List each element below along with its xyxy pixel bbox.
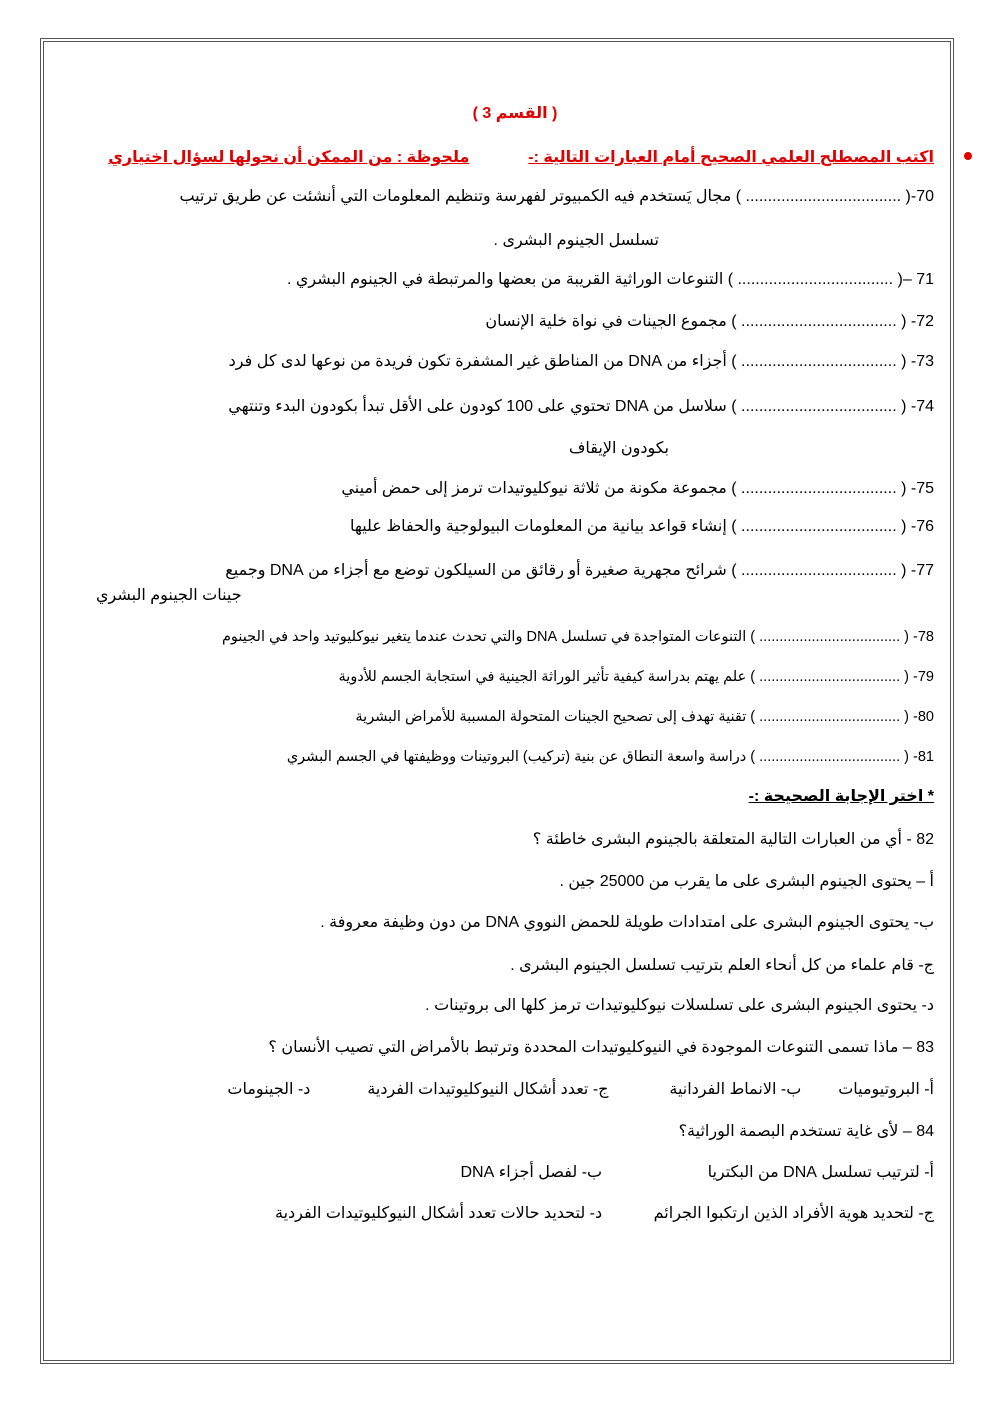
item-73 xyxy=(96,352,934,372)
item-number: 73- ( xyxy=(901,353,934,370)
q84-row-1 xyxy=(96,1163,934,1183)
item-number: 81- ( xyxy=(904,749,934,765)
q84-row-2 xyxy=(96,1204,934,1224)
instruction-main: اكتب المصطلح العلمي الصحيح أمام العبارات التالية :- xyxy=(528,149,934,166)
q82-option-c[interactable]: ج- قام علماء من كل أنحاء العلم بترتيب تسلسل الجينوم البشرى . xyxy=(510,957,934,974)
item-number: 72- ( xyxy=(901,313,934,330)
item-number: 78- ( xyxy=(904,629,934,645)
instruction-line xyxy=(96,148,934,168)
answer-blank[interactable]: ................................... xyxy=(759,749,901,765)
q83-option-d[interactable]: د- الجينومات xyxy=(227,1081,311,1098)
item-text: ) التنوعات المتواجدة في تسلسل DNA والتي تحدث عندما يتغير نيوكليوتيد واحد في الجينوم xyxy=(221,629,756,645)
q82-option-b[interactable]: ب- يحتوى الجينوم البشرى على امتدادات طويلة للحمض النووي DNA من دون وظيفة معروفة . xyxy=(320,914,934,931)
item-70 xyxy=(96,187,934,207)
item-79 xyxy=(96,667,934,687)
item-75 xyxy=(96,479,934,499)
instruction-note: ملحوظة : من الممكن أن نحولها لسؤال اختياري xyxy=(108,149,470,166)
item-77 xyxy=(96,561,934,581)
item-text: ) علم يهتم بدراسة كيفية تأثير الوراثة الجينية في استجابة الجسم للأدوية xyxy=(338,669,756,685)
item-text: ) تقنية تهدف إلى تصحيح الجينات المتحولة المسببة للأمراض البشرية xyxy=(355,709,756,725)
item-number: 74- ( xyxy=(901,398,934,415)
item-text: ) مجموعة مكونة من ثلاثة نيوكليوتيدات ترمز إلى حمض أميني xyxy=(341,480,737,497)
item-70-cont: تسلسل الجينوم البشرى . xyxy=(493,232,659,249)
item-76 xyxy=(96,517,934,537)
q84-question: 84 – لأى غاية تستخدم البصمة الوراثية؟ xyxy=(678,1123,934,1140)
item-number: 70-( xyxy=(905,188,934,205)
item-78 xyxy=(96,627,934,647)
bullet-icon xyxy=(964,152,972,160)
answer-blank[interactable]: ................................... xyxy=(741,353,897,370)
item-number: 80- ( xyxy=(904,709,934,725)
answer-blank[interactable]: ................................... xyxy=(741,313,897,330)
item-81 xyxy=(96,747,934,767)
item-number: 79- ( xyxy=(904,669,934,685)
mcq-heading: * اختر الإجابة الصحيحة :- xyxy=(748,788,934,805)
item-text: ) أجزاء من DNA من المناطق غير المشفرة تكون فريدة من نوعها لدى كل فرد xyxy=(228,353,737,370)
q83-options xyxy=(96,1080,934,1100)
item-number: 75- ( xyxy=(901,480,934,497)
q83-question: 83 – ماذا تسمى التنوعات الموجودة في النيوكليوتيدات المحددة وترتبط بالأمراض التي تصيب الأنسان ؟ xyxy=(268,1039,934,1056)
q84-option-b[interactable]: ب- لفصل أجزاء DNA xyxy=(460,1164,603,1181)
item-text: ) التنوعات الوراثية القريبة من بعضها والمرتبطة في الجينوم البشري . xyxy=(286,271,734,288)
answer-blank[interactable]: ................................... xyxy=(745,188,902,205)
answer-blank[interactable]: ................................... xyxy=(759,629,901,645)
item-text: ) مجموع الجينات في نواة خلية الإنسان xyxy=(485,313,737,330)
section-title: ( القسم 3 ) xyxy=(472,105,558,122)
answer-blank[interactable]: ................................... xyxy=(741,480,897,497)
answer-blank[interactable]: ................................... xyxy=(741,398,897,415)
q84-option-d[interactable]: د- لتحديد حالات تعدد أشكال النيوكليوتيدات الفردية xyxy=(275,1205,603,1222)
item-text: ) إنشاء قواعد بيانية من المعلومات البيولوجية والحفاظ عليها xyxy=(349,518,737,535)
item-72 xyxy=(96,312,934,332)
q82-question: 82 - أي من العبارات التالية المتعلقة بالجينوم البشرى خاطئة ؟ xyxy=(532,831,934,848)
item-number: 76- ( xyxy=(901,518,934,535)
q84-option-a[interactable]: أ- لترتيب تسلسل DNA من البكتريا xyxy=(707,1164,934,1181)
answer-blank[interactable]: ................................... xyxy=(737,271,894,288)
q83-option-a[interactable]: أ- البروتيوميات xyxy=(838,1081,934,1098)
item-74-cont: بكودون الإيقاف xyxy=(568,440,669,457)
item-number: 71 –( xyxy=(897,271,934,288)
answer-blank[interactable]: ................................... xyxy=(741,518,897,535)
item-text: ) مجال يَستخدم فيه الكمبيوتر لفهرسة وتنظيم المعلومات التي أنشئت عن طريق ترتيب xyxy=(179,188,742,205)
answer-blank[interactable]: ................................... xyxy=(759,669,901,685)
item-number: 77- ( xyxy=(901,562,934,579)
answer-blank[interactable]: ................................... xyxy=(741,562,897,579)
item-77-cont: جينات الجينوم البشري xyxy=(96,587,242,604)
item-text: ) دراسة واسعة النطاق عن بنية (تركيب) البروتينات ووظيفتها في الجسم البشري xyxy=(286,749,756,765)
answer-blank[interactable]: ................................... xyxy=(759,709,901,725)
q82-option-d[interactable]: د- يحتوى الجينوم البشرى على تسلسلات نيوكليوتيدات ترمز كلها الى بروتينات . xyxy=(425,997,934,1014)
q82-option-a[interactable]: أ – يحتوى الجينوم البشرى على ما يقرب من 25000 جين . xyxy=(559,873,934,890)
q83-option-b[interactable]: ب- الانماط الفردانية xyxy=(669,1081,802,1098)
item-text: ) شرائح مجهرية صغيرة أو رقائق من السيلكون توضع مع أجزاء من DNA وجميع xyxy=(225,562,737,579)
item-74 xyxy=(96,397,934,417)
q84-option-c[interactable]: ج- لتحديد هوية الأفراد الذين ارتكبوا الجرائم xyxy=(653,1205,934,1222)
item-80 xyxy=(96,707,934,727)
item-text: ) سلاسل من DNA تحتوي على 100 كودون على الأقل تبدأ بكودون البدء وتنتهي xyxy=(228,398,737,415)
q83-option-c[interactable]: ج- تعدد أشكال النيوكليوتيدات الفردية xyxy=(367,1081,609,1098)
item-71 xyxy=(96,270,934,290)
